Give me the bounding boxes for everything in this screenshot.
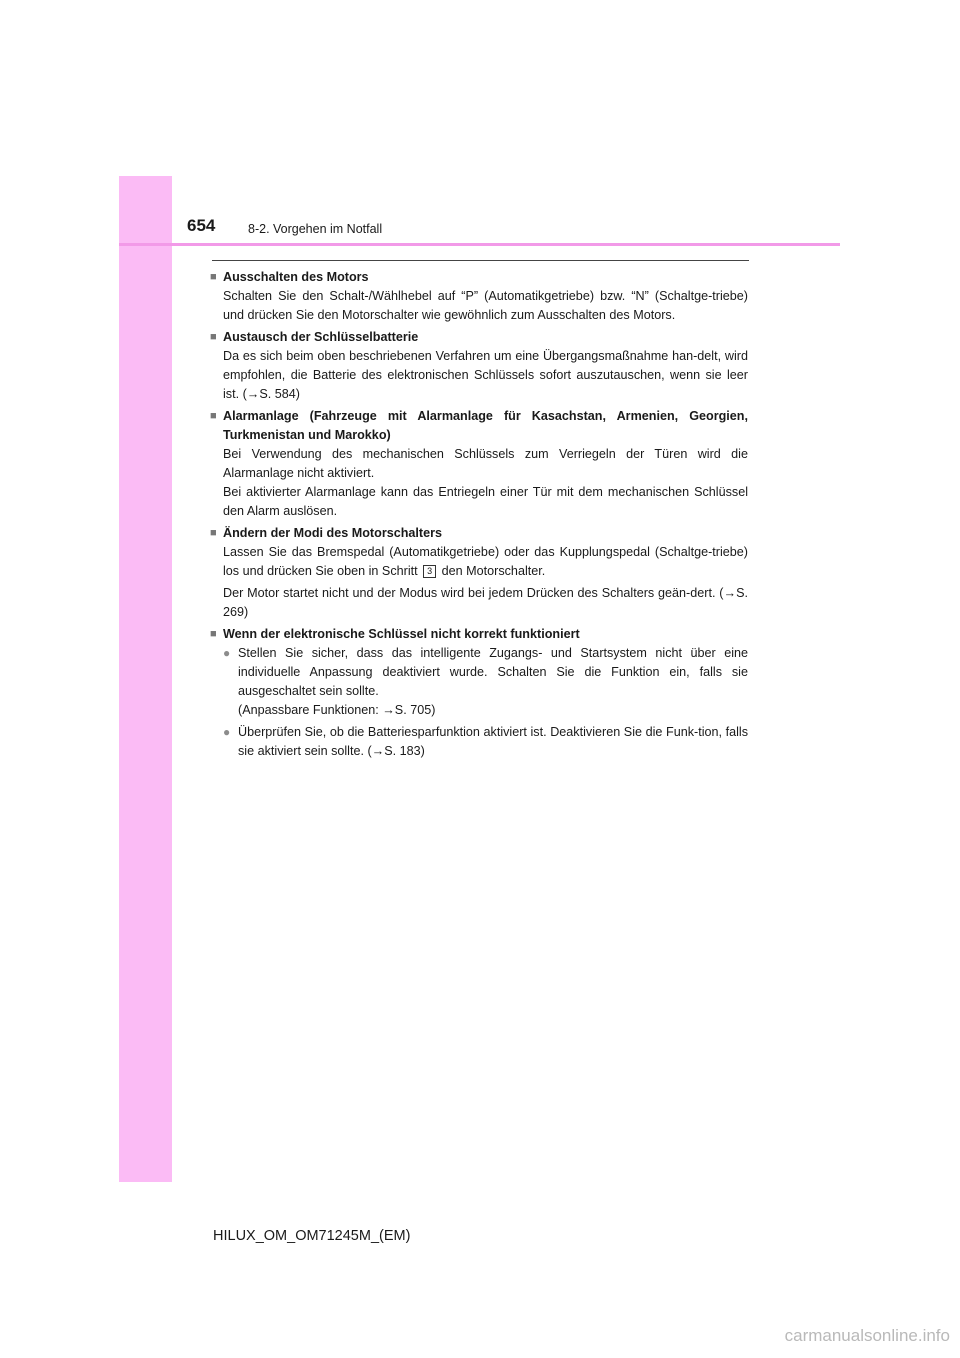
item-engine-off	[210, 268, 748, 325]
item-paragraph	[223, 543, 748, 581]
item-paragraph: Bei aktivierter Alarmanlage kann das Entriegeln einer Tür mit dem mechanischen Schlüssel den Alarm auslösen.	[223, 485, 748, 518]
item-key-malfunction	[210, 625, 748, 761]
paragraph-text: den Motorschalter.	[441, 564, 546, 578]
bullet-text: Überprüfen Sie, ob die Batteriesparfunktion aktiviert ist. Deaktivieren Sie die Funk-tion, falls sie aktiviert sein sollte. (→S. 183)	[238, 725, 748, 758]
watermark: carmanualsonline.info	[784, 1326, 950, 1345]
bullet-line: Stellen Sie sicher, dass das intelligente Zugangs- und Startsystem nicht über eine individuelle Anpassung deaktiviert wurde. Schalten Sie die Funktion ein, falls sie ausgeschaltet sein sollte.	[238, 646, 748, 698]
item-title: Ändern der Modi des Motorschalters	[223, 526, 443, 540]
square-bullet-icon: ■	[210, 271, 217, 283]
item-key-battery	[210, 328, 748, 404]
item-title: Ausschalten des Motors	[223, 270, 369, 284]
square-bullet-icon: ■	[210, 331, 217, 343]
item-alarm	[210, 407, 748, 521]
paragraph-text: Lassen Sie das Bremspedal (Automatikgetriebe) oder das Kupplungspedal (Schaltge-triebe) los und drücken Sie oben in Schritt	[223, 545, 748, 578]
square-bullet-icon: ■	[210, 410, 217, 422]
step-number-box: 3	[423, 565, 436, 578]
circle-bullet-icon: ●	[223, 646, 231, 660]
bullet-line: (Anpassbare Funktionen: →S. 705)	[238, 703, 436, 717]
page-number: 654	[187, 216, 216, 235]
section-title: 8-2. Vorgehen im Notfall	[248, 222, 383, 236]
list-item	[223, 723, 748, 761]
square-bullet-icon: ■	[210, 628, 217, 640]
page-content	[210, 268, 748, 764]
item-title: Wenn der elektronische Schlüssel nicht korrekt funktioniert	[223, 627, 580, 641]
item-title: Alarmanlage (Fahrzeuge mit Alarmanlage für Kasachstan, Armenien, Georgien, Turkmenistan und Marokko)	[223, 409, 748, 442]
circle-bullet-icon: ●	[223, 725, 231, 739]
item-paragraph: Der Motor startet nicht und der Modus wird bei jedem Drücken des Schalters geän-dert. (→S. 269)	[223, 586, 748, 619]
square-bullet-icon: ■	[210, 527, 217, 539]
item-paragraph: Schalten Sie den Schalt-/Wählhebel auf “P” (Automatikgetriebe) bzw. “N” (Schaltge-triebe) und drücken Sie den Motorschalter wie gewöhnlich zum Ausschalten des Motors.	[223, 289, 748, 322]
header-rule	[119, 243, 840, 246]
content-top-rule	[212, 260, 749, 261]
list-item	[223, 644, 748, 720]
chapter-sidebar	[119, 176, 172, 1182]
item-paragraph: Bei Verwendung des mechanischen Schlüssels zum Verriegeln der Türen wird die Alarmanlage nicht aktiviert.	[223, 447, 748, 480]
bullet-text	[238, 644, 748, 720]
item-paragraph: Da es sich beim oben beschriebenen Verfahren um eine Übergangsmaßnahme han-delt, wird empfohlen, die Batterie des elektronischen Schlüssels sofort auszutauschen, wenn sie leer ist. (→S. 584)	[223, 349, 748, 401]
item-switch-modes	[210, 524, 748, 622]
item-title: Austausch der Schlüsselbatterie	[223, 330, 419, 344]
footer-code: HILUX_OM_OM71245M_(EM)	[213, 1228, 411, 1244]
